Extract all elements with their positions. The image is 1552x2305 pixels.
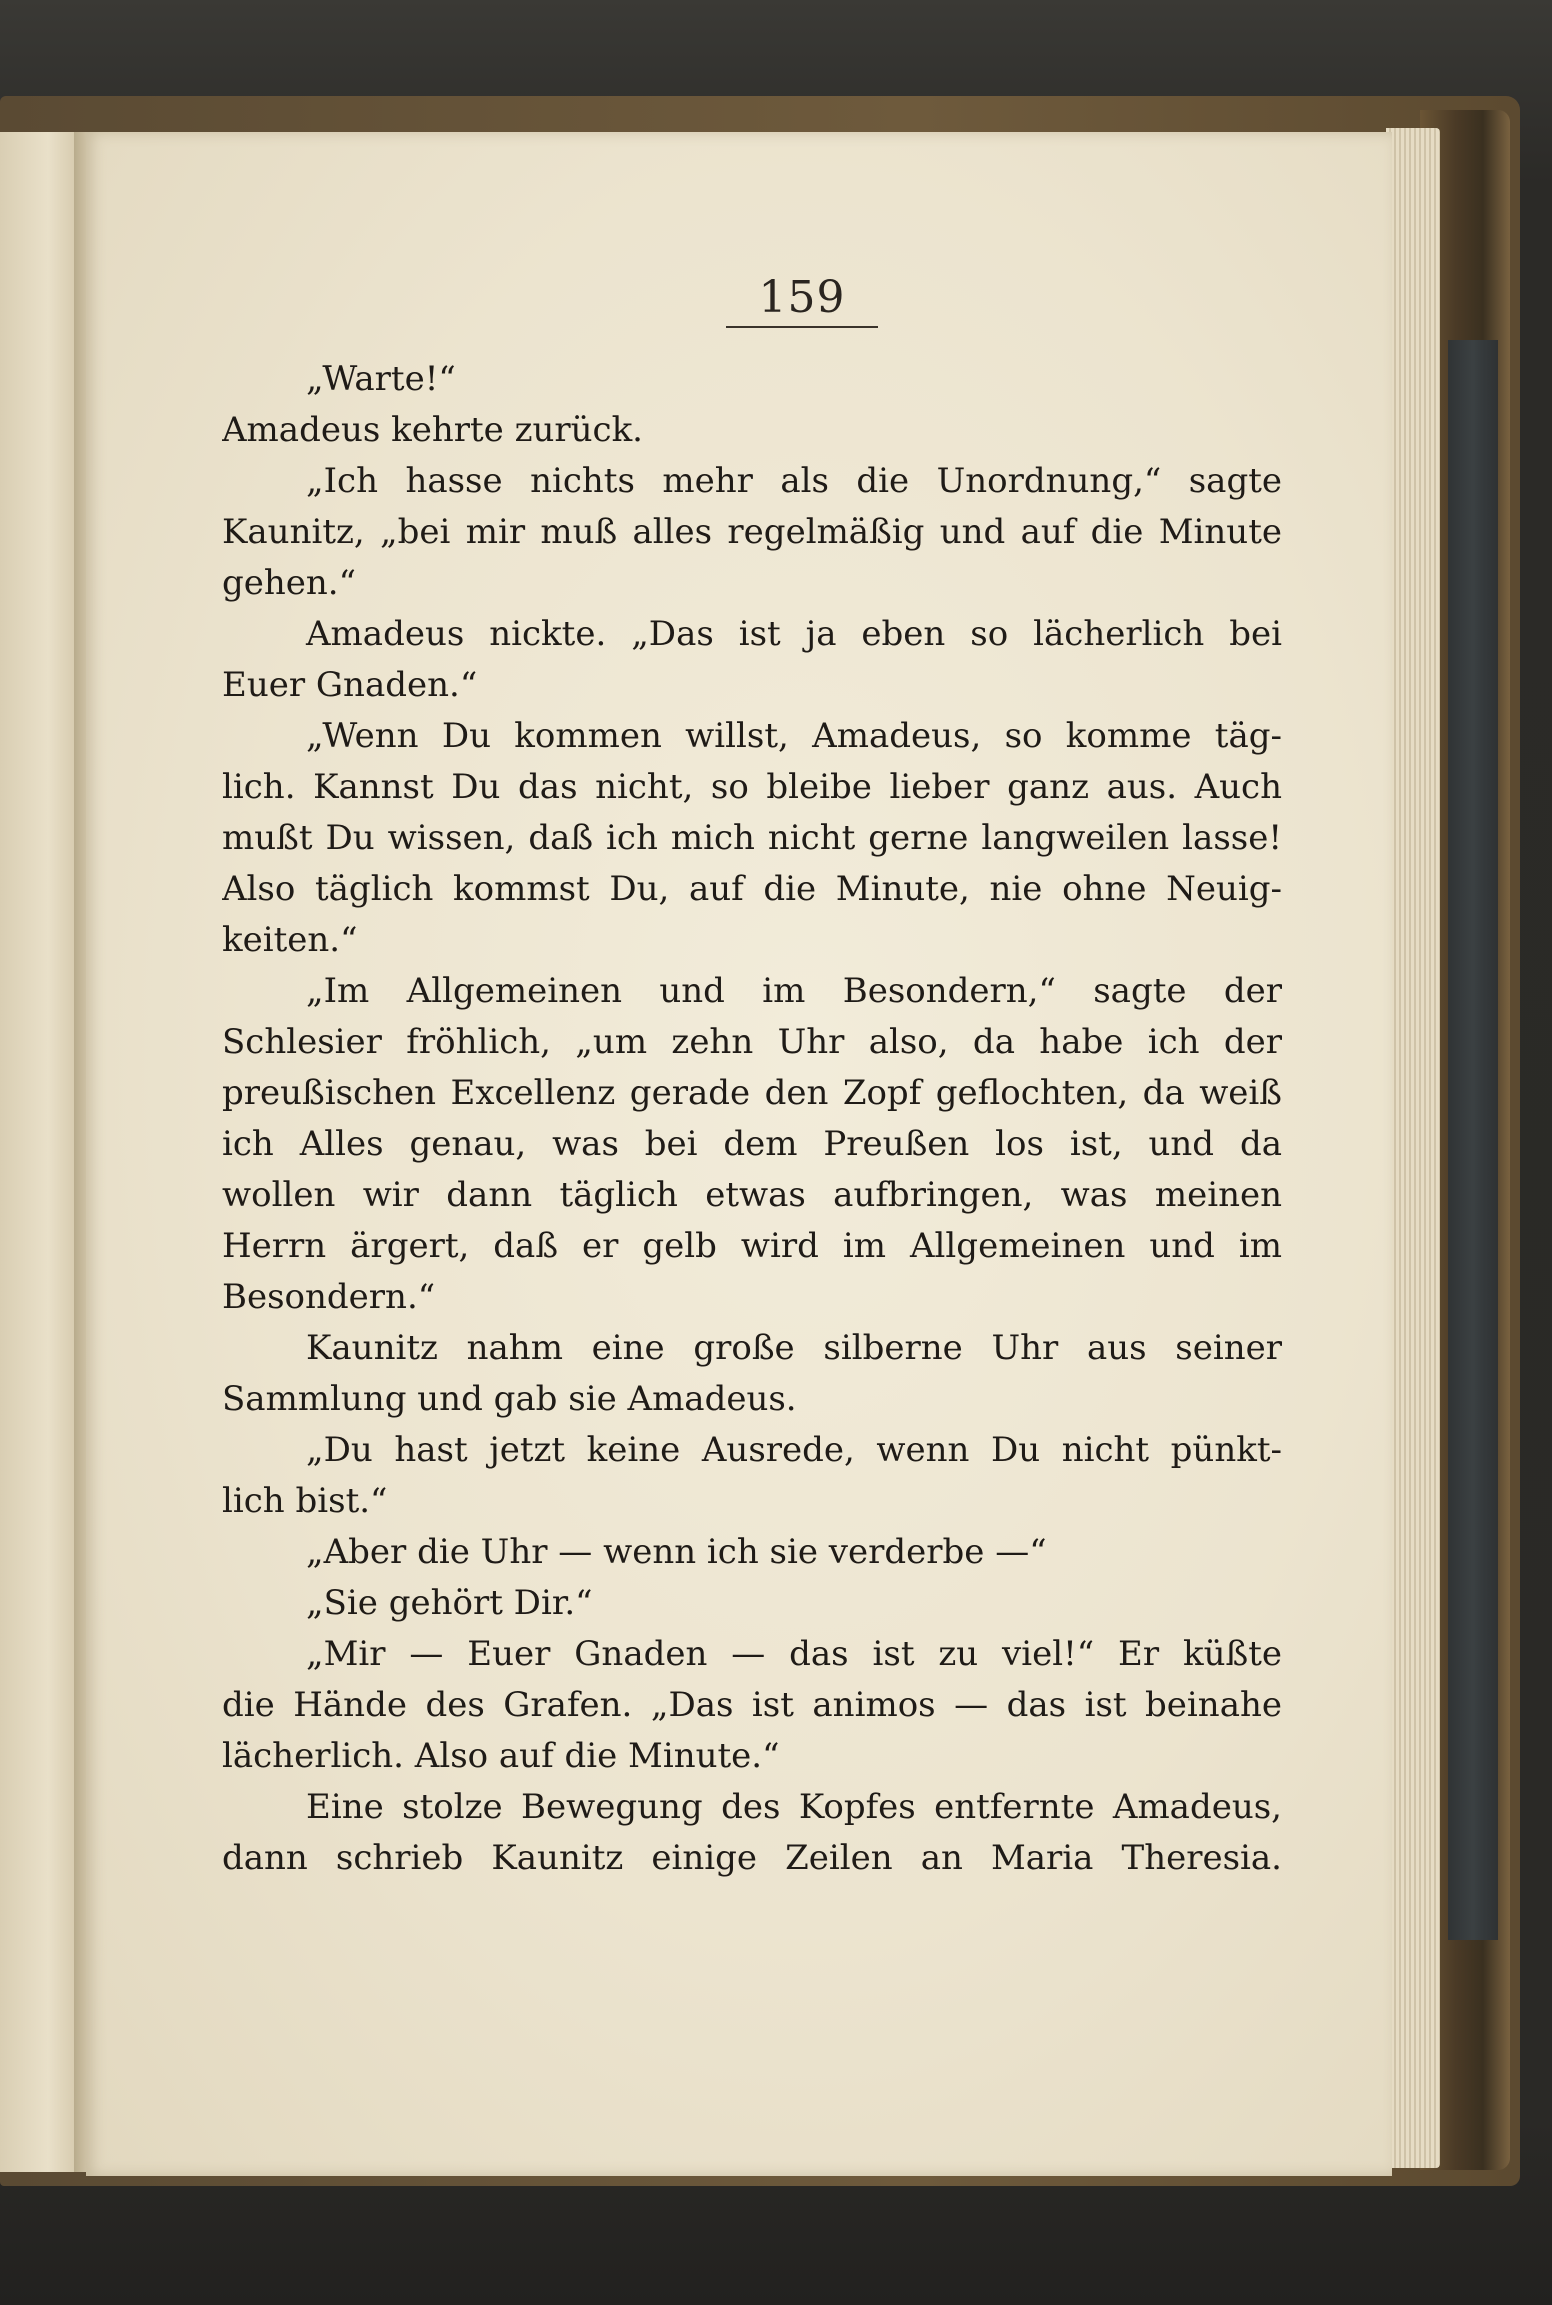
page-number-rule bbox=[726, 326, 878, 328]
text-line: Euer Gnaden.“ bbox=[222, 665, 478, 705]
text-line: „Du hast jetzt keine Ausrede, wenn Du nicht pünkt- bbox=[306, 1430, 1282, 1470]
text-line: die Hände des Grafen. „Das ist animos — das ist beinahe bbox=[222, 1685, 1282, 1725]
text-line: Also täglich kommst Du, auf die Minute, nie ohne Neuig- bbox=[222, 869, 1282, 909]
text-line: lächerlich. Also auf die Minute.“ bbox=[222, 1736, 780, 1776]
page-edges bbox=[1386, 128, 1440, 2168]
text-line: „Aber die Uhr — wenn ich sie verderbe —“ bbox=[306, 1532, 1047, 1572]
left-page bbox=[0, 132, 80, 2172]
book-page bbox=[86, 132, 1392, 2176]
text-line: „Warte!“ bbox=[306, 359, 456, 399]
text-line: Besondern.“ bbox=[222, 1277, 436, 1317]
text-line: Kaunitz, „bei mir muß alles regelmäßig und auf die Minute bbox=[222, 512, 1282, 552]
text-line: Amadeus nickte. „Das ist ja eben so lächerlich bei bbox=[306, 614, 1282, 654]
text-line: Herrn ärgert, daß er gelb wird im Allgemeinen und im bbox=[222, 1226, 1282, 1266]
text-line: wollen wir dann täglich etwas aufbringen, was meinen bbox=[222, 1175, 1282, 1215]
text-line: „Mir — Euer Gnaden — das ist zu viel!“ Er küßte bbox=[306, 1634, 1282, 1674]
text-line: dann schrieb Kaunitz einige Zeilen an Maria Theresia. bbox=[222, 1838, 1282, 1878]
text-line: „Im Allgemeinen und im Besondern,“ sagte der bbox=[306, 971, 1282, 1011]
text-line: „Sie gehört Dir.“ bbox=[306, 1583, 593, 1623]
text-line: Sammlung und gab sie Amadeus. bbox=[222, 1379, 797, 1419]
cover-cloth-strip bbox=[1448, 340, 1498, 1940]
text-line: „Ich hasse nichts mehr als die Unordnung,“ sagte bbox=[306, 461, 1282, 501]
text-line: gehen.“ bbox=[222, 563, 356, 603]
body-text bbox=[222, 354, 1282, 1884]
text-line: Amadeus kehrte zurück. bbox=[222, 410, 643, 450]
text-line: ich Alles genau, was bei dem Preußen los ist, und da bbox=[222, 1124, 1282, 1164]
text-line: keiten.“ bbox=[222, 920, 358, 960]
text-line: mußt Du wissen, daß ich mich nicht gerne langweilen lasse! bbox=[222, 818, 1282, 858]
text-line: „Wenn Du kommen willst, Amadeus, so komme täg- bbox=[306, 716, 1282, 756]
text-line: Kaunitz nahm eine große silberne Uhr aus seiner bbox=[306, 1328, 1282, 1368]
page-number: 159 bbox=[758, 272, 846, 323]
text-line: preußischen Excellenz gerade den Zopf geflochten, da weiß bbox=[222, 1073, 1282, 1113]
text-line: lich bist.“ bbox=[222, 1481, 388, 1521]
text-line: Eine stolze Bewegung des Kopfes entfernte Amadeus, bbox=[306, 1787, 1282, 1827]
text-line: lich. Kannst Du das nicht, so bleibe lieber ganz aus. Auch bbox=[222, 767, 1282, 807]
text-line: Schlesier fröhlich, „um zehn Uhr also, da habe ich der bbox=[222, 1022, 1282, 1062]
